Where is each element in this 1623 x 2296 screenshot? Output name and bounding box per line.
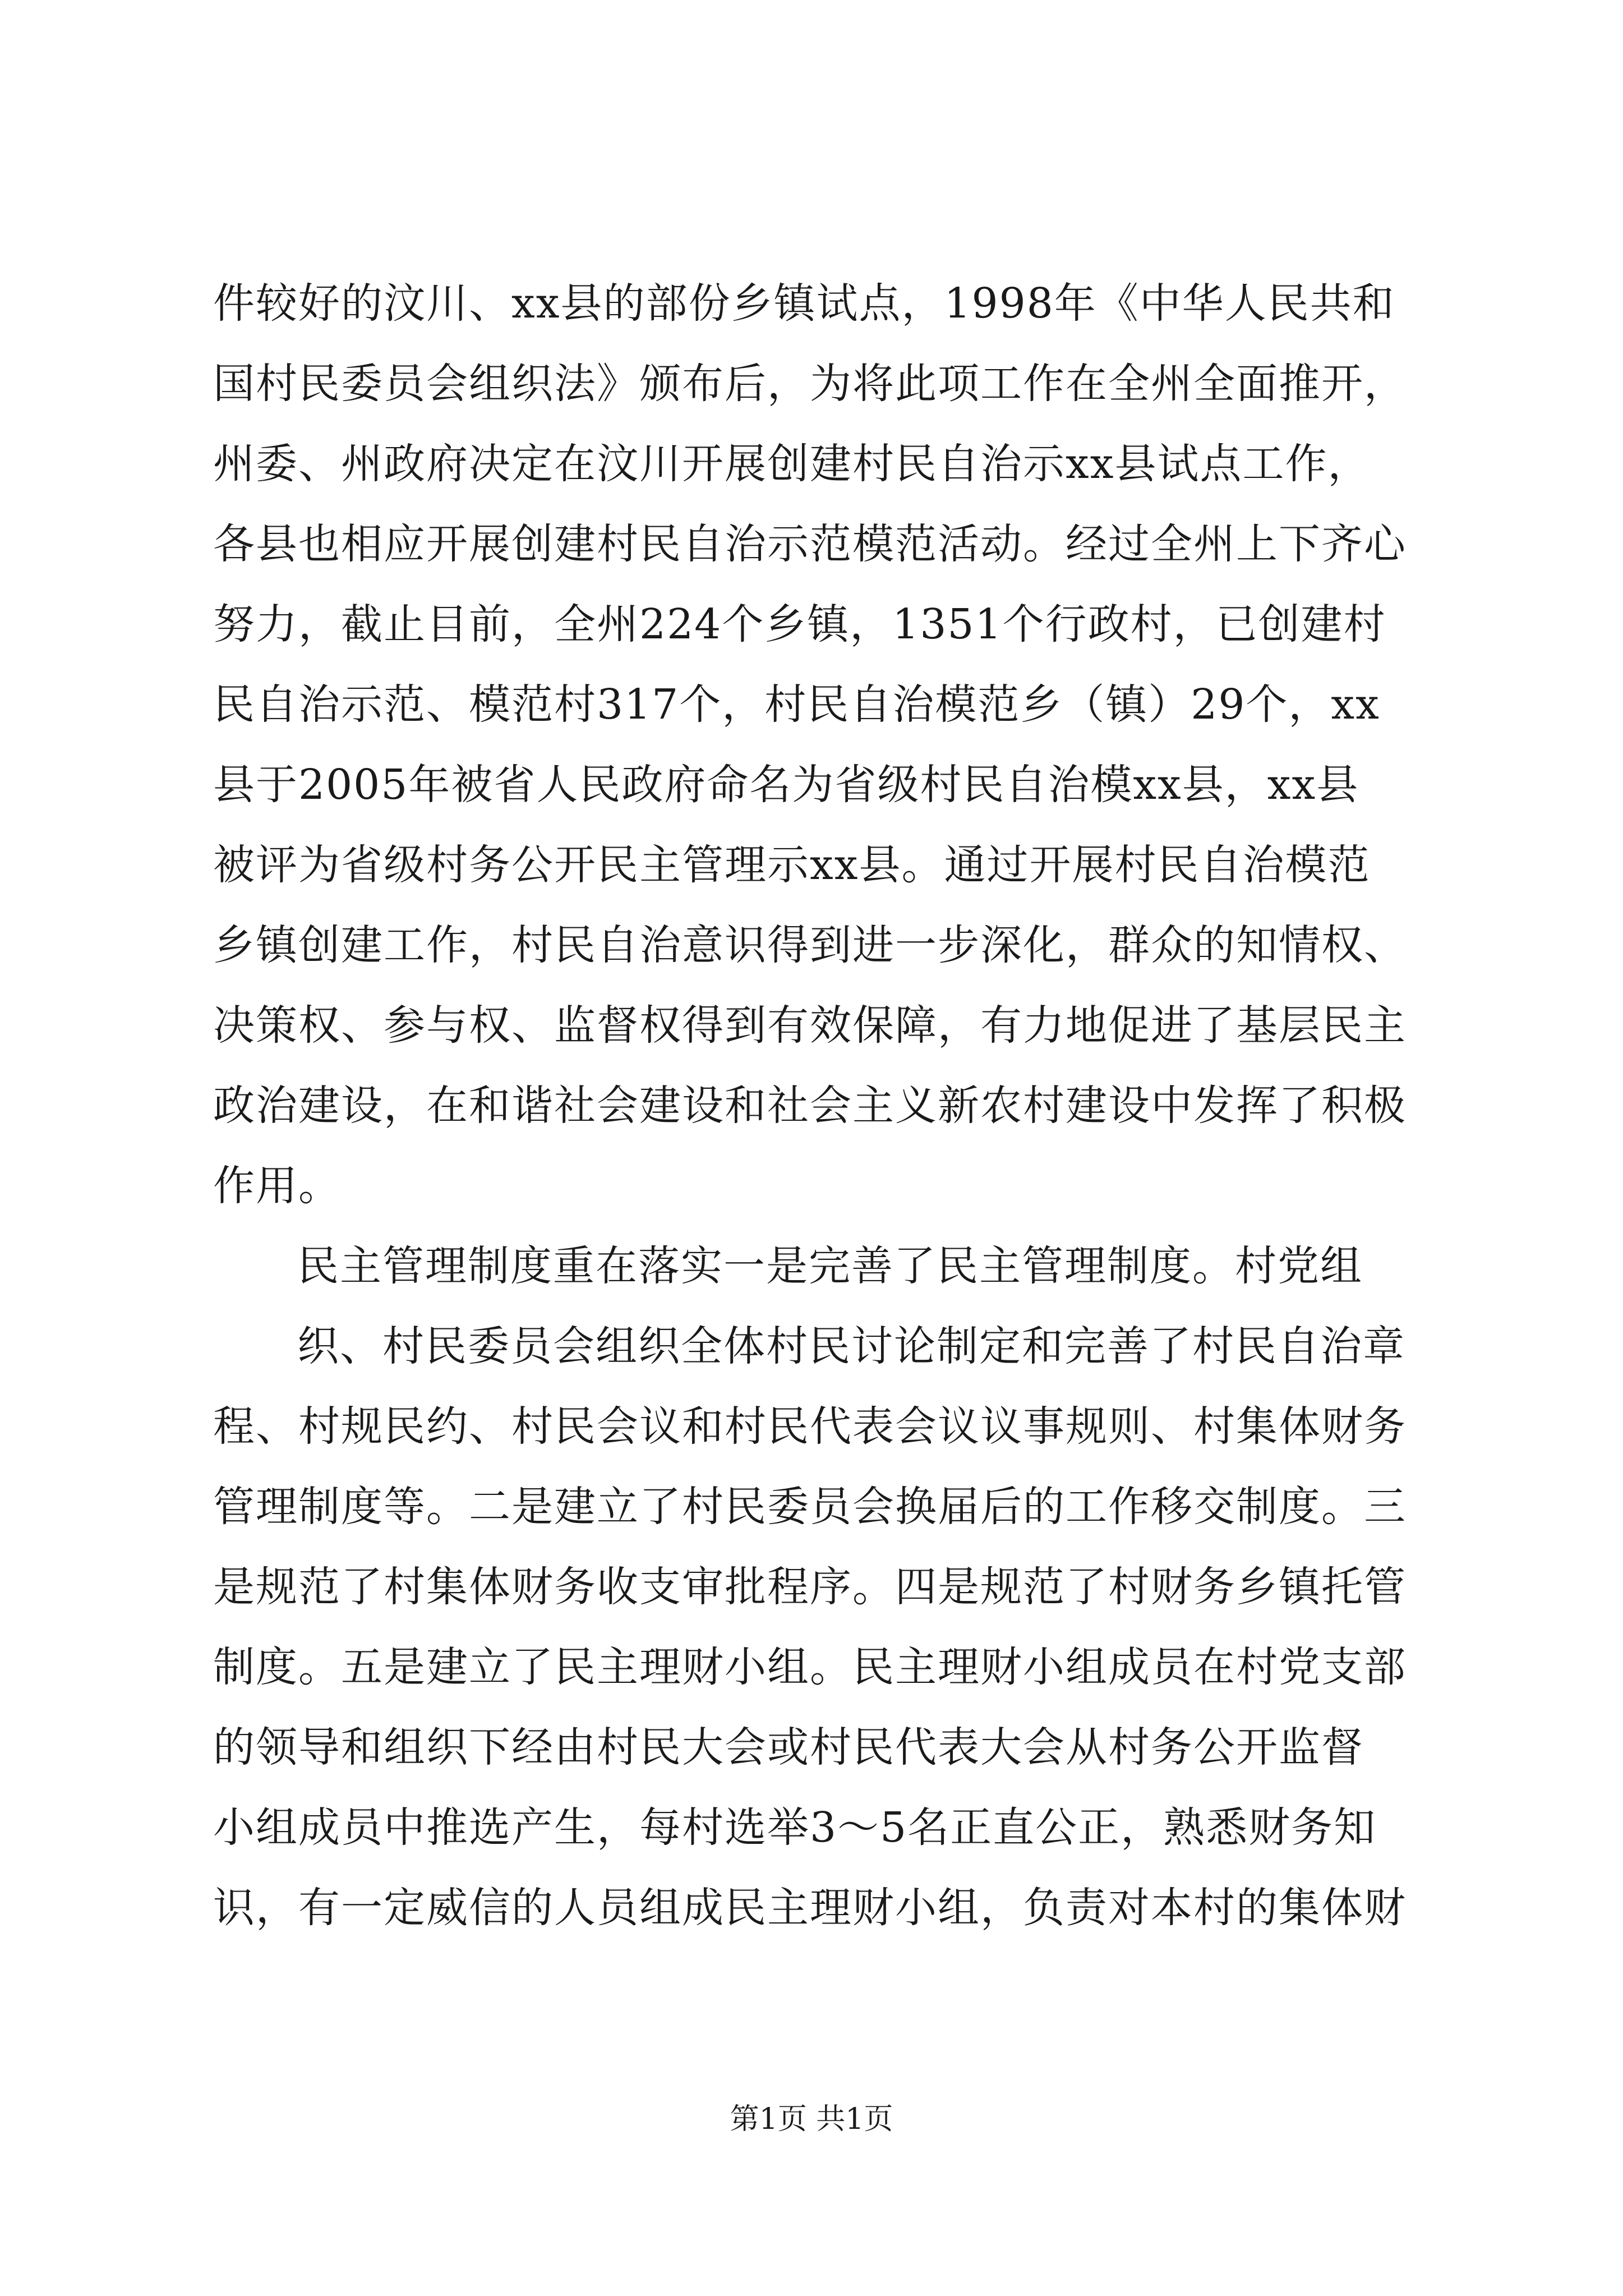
document-body: [213, 264, 1424, 1948]
text-line: 县于2005年被省人民政府命名为省级村民自治模xx县，xx县: [213, 761, 1359, 809]
text-line: 政治建设，在和谐社会建设和社会主义新农村建设中发挥了积极: [213, 1082, 1407, 1130]
text-line: 程、村规民约、村民会议和村民代表会议议事规则、村集体财务: [213, 1402, 1407, 1451]
text-line: 织、村民委员会组织全体村民讨论制定和完善了村民自治章: [297, 1322, 1405, 1370]
text-line: 国村民委员会组织法》颁布后，为将此项工作在全州全面推开，: [213, 360, 1407, 408]
text-line: 的领导和组织下经由村民大会或村民代表大会从村务公开监督: [213, 1723, 1364, 1772]
text-line: 管理制度等。二是建立了村民委员会换届后的工作移交制度。三: [213, 1483, 1407, 1531]
text-line: 制度。五是建立了民主理财小组。民主理财小组成员在村党支部: [213, 1643, 1407, 1691]
text-line: 州委、州政府决定在汶川开展创建村民自治示xx县试点工作，: [213, 440, 1371, 488]
text-line: 件较好的汶川、xx县的部份乡镇试点，1998年《中华人民共和: [213, 279, 1395, 328]
text-line: 民主管理制度重在落实一是完善了民主管理制度。村党组: [297, 1242, 1363, 1290]
page-footer: [0, 2095, 1623, 2137]
text-line: 作用。: [213, 1162, 341, 1210]
text-line: 决策权、参与权、监督权得到有效保障，有力地促进了基层民主: [213, 1001, 1407, 1050]
text-line: 识，有一定威信的人员组成民主理财小组，负责对本村的集体财: [213, 1884, 1407, 1932]
text-line: 是规范了村集体财务收支审批程序。四是规范了村财务乡镇托管: [213, 1563, 1407, 1611]
text-line: 努力，截止目前，全州224个乡镇，1351个行政村，已创建村: [213, 600, 1386, 648]
text-line: 各县也相应开展创建村民自治示范模范活动。经过全州上下齐心: [213, 520, 1407, 568]
text-line: 民自治示范、模范村317个，村民自治模范乡（镇）29个，xx: [213, 680, 1380, 729]
page-number: 第1页 共1页: [730, 2102, 893, 2136]
text-line: 小组成员中推选产生，每村选举3～5名正直公正，熟悉财务知: [213, 1803, 1377, 1852]
text-line: 被评为省级村务公开民主管理示xx县。通过开展村民自治模范: [213, 841, 1371, 889]
text-line: 乡镇创建工作，村民自治意识得到进一步深化，群众的知情权、: [213, 921, 1407, 969]
